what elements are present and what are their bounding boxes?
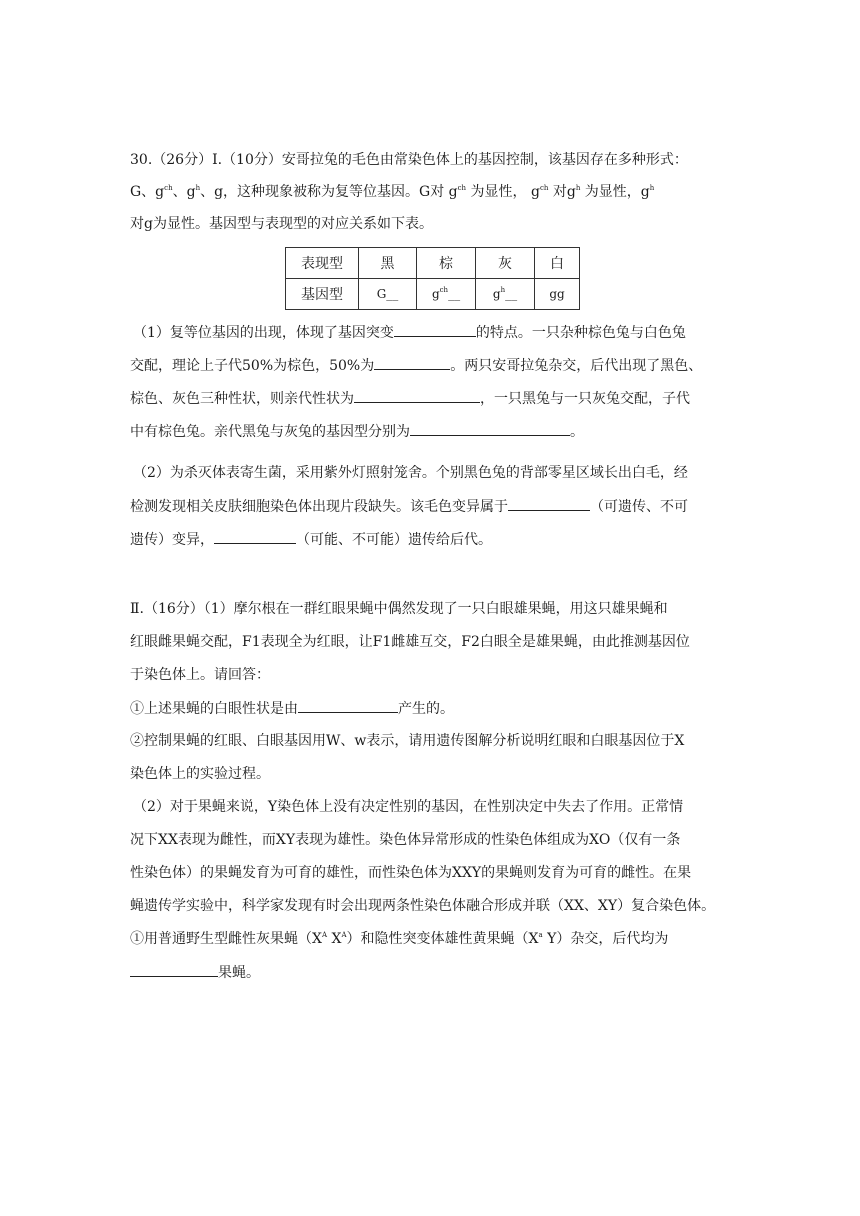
table-row — [286, 248, 580, 279]
answer-blank[interactable] — [298, 698, 398, 713]
table-cell: 基因型 — [286, 279, 359, 310]
section-2-line6: 染色体上的实验过程。 — [130, 766, 270, 782]
section-2-line9: 性染色体）的果蝇发育为可育的雄性，而性染色体为XXY的果蝇则发育为可育的雌性。在果 — [130, 865, 692, 881]
table-cell: gg — [535, 279, 580, 310]
table-header-cell: 棕 — [417, 248, 476, 279]
section-2-line7: （2）对于果蝇来说，Y染色体上没有决定性别的基因，在性别决定中失去了作用。正常情 — [133, 799, 684, 815]
genotype-phenotype-table — [285, 247, 580, 310]
table-header-cell: 黑 — [359, 248, 417, 279]
section-2-q2: ②控制果蝇的红眼、白眼基因用W、w表示，请用遗传图解分析说明红眼和白眼基因位于X — [130, 733, 685, 749]
answer-blank[interactable] — [130, 962, 218, 977]
answer-blank[interactable] — [410, 421, 570, 436]
answer-blank[interactable] — [214, 529, 296, 544]
table-cell: G__ — [359, 279, 417, 310]
part1-line1: （1）复等位基因的出现，体现了基因突变 的特点。一只杂种棕色兔与白色兔 — [133, 322, 733, 343]
part2-line1: （2）为杀灭体表寄生菌，采用紫外灯照射笼舍。个别黑色兔的背部零星区域长出白毛，经 — [133, 465, 688, 481]
table-header-cell: 白 — [535, 248, 580, 279]
section-2-line8: 况下XX表现为雌性，而XY表现为雄性。染色体异常形成的性染色体组成为XO（仅有一条 — [130, 832, 681, 848]
table-cell: $g^h\_\_$ — [476, 279, 535, 310]
table-header-cell: 灰 — [476, 248, 535, 279]
table-intro: 对g为显性。基因型与表现型的对应关系如下表。 — [130, 216, 433, 232]
table-cell: $g^{ch}\_\_$ — [417, 279, 476, 310]
section-2-intro: Ⅱ.（16分）（1）摩尔根在一群红眼果蝇中偶然发现了一只白眼雄果蝇，用这只雄果蝇和 — [130, 601, 668, 617]
section-2-line2: 红眼雌果蝇交配，F1表现全为红眼，让F1雌雄互交，F2白眼全是雄果蝇，由此推测基因位 — [130, 634, 690, 650]
section-2-line10: 蝇遗传学实验中，科学家发现有时会出现两条性染色体融合形成并联（XX、XY）复合染色体。 — [130, 898, 716, 914]
part2-line2: 检测发现相关皮肤细胞染色体出现片段缺失。该毛色变异属于 （可遗传、不可 — [130, 496, 730, 517]
allele-line: G、$g^{ch}$、$g^h$、g，这种现象被称为复等位基因。G对 $g^{ch}$ 为显性， $g^{ch}$ 对$g^h$ 为显性，$g^h$ — [130, 184, 655, 200]
answer-blank[interactable] — [354, 388, 480, 403]
part1-line2: 交配，理论上子代50%为棕色，50%为 。两只安哥拉兔杂交，后代出现了黑色、 — [130, 355, 730, 376]
part1-line4: 中有棕色兔。亲代黑兔与灰兔的基因型分别为 。 — [130, 421, 730, 442]
section-2-line12: 果蝇。 — [130, 962, 730, 983]
answer-blank[interactable] — [374, 355, 450, 370]
table-header-cell: 表现型 — [286, 248, 359, 279]
question-30-intro: 30.（26分）Ⅰ.（10分）安哥拉兔的毛色由常染色体上的基因控制，该基因存在多种形式： — [130, 152, 688, 168]
section-2-q1: ①上述果蝇的白眼性状是由 产生的。 — [130, 698, 730, 719]
part1-line3: 棕色、灰色三种性状，则亲代性状为 ，一只黑兔与一只灰兔交配，子代 — [130, 388, 730, 409]
section-2-line11: ①用普通野生型雌性灰果蝇（$X^A$ $X^A$）和隐性突变体雄性黄果蝇（$X^a$ Y）杂交，后代均为 — [130, 931, 669, 947]
section-2-line3: 于染色体上。请回答： — [130, 667, 270, 683]
answer-blank[interactable] — [508, 496, 590, 511]
table-row — [286, 279, 580, 310]
part2-line3: 遗传）变异， （可能、不可能）遗传给后代。 — [130, 529, 730, 550]
answer-blank[interactable] — [394, 322, 476, 337]
